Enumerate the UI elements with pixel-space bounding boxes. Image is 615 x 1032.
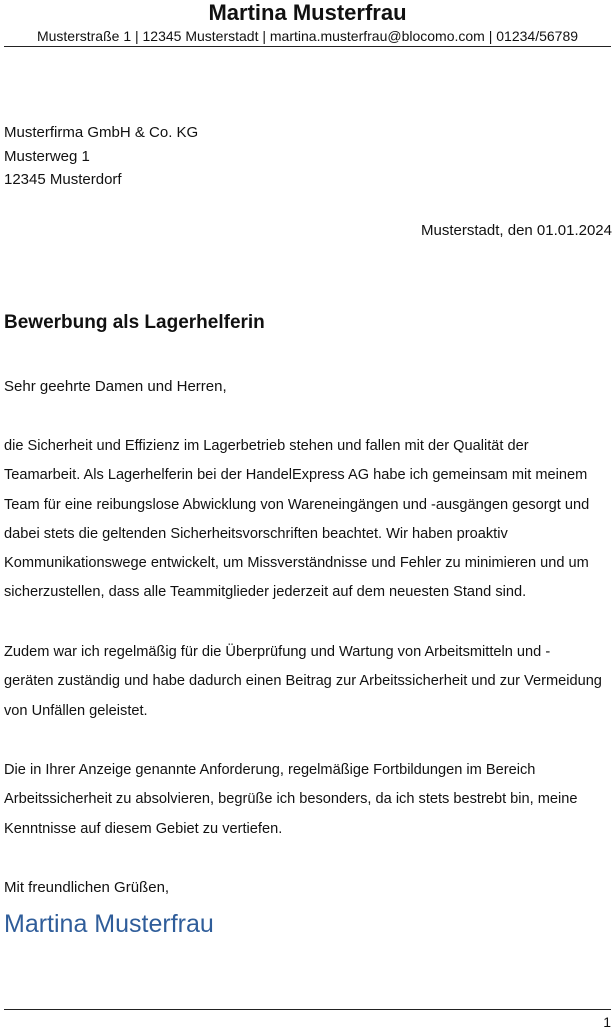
letter-subject: Bewerbung als Lagerhelferin [4,312,265,333]
letterhead [0,0,615,46]
paragraph-line: Die in Ihrer Anzeige genannte Anforderung, regelmäßige Fortbildungen im Bereich [4,762,536,778]
paragraph-line: von Unfällen geleistet. [4,702,148,719]
salutation: Sehr geehrte Damen und Herren, [4,378,227,395]
paragraph-line: sicherzustellen, dass alle Teammitglieder jederzeit auf dem neuesten Stand sind. [4,584,527,601]
paragraph-line: Arbeitssicherheit zu absolvieren, begrüße ich besonders, da ich stets bestrebt bin, meine [4,791,578,808]
header-divider [4,46,611,47]
body-paragraph-1 [4,432,615,608]
place-and-date: Musterstadt, den 01.01.2024 [421,222,612,239]
recipient-street: Musterweg 1 [4,147,90,165]
signature: Martina Musterfrau [4,910,214,938]
footer-divider [4,1009,611,1010]
paragraph-line: dabei stets die geltenden Sicherheitsvorschriften beachtet. Wir haben proaktiv [4,525,508,542]
recipient-address [4,121,198,192]
paragraph-line: Zudem war ich regelmäßig für die Überprüfung und Wartung von Arbeitsmitteln und - [4,644,551,660]
closing-phrase: Mit freundlichen Grüßen, [4,879,170,896]
sender-contact-line: Musterstraße 1 | 12345 Musterstadt | martina.musterfrau@blocomo.com | 01234/56789 [36,28,579,44]
sender-name: Martina Musterfrau [208,0,407,25]
recipient-company: Musterfirma GmbH & Co. KG [4,124,199,141]
paragraph-line: Kenntnisse auf diesem Gebiet zu vertiefen. [4,820,283,837]
paragraph-line: Teamarbeit. Als Lagerhelferin bei der HandelExpress AG habe ich gemeinsam mit meinem [4,467,588,484]
body-paragraph-3 [4,756,615,844]
paragraph-line: geräten zuständig und habe dadurch einen Beitrag zur Arbeitssicherheit und zur Vermeidung [4,673,602,690]
paragraph-line: Team für eine reibungslose Abwicklung von Wareneingängen und -ausgängen gesorgt und [4,496,590,513]
page-number: 1 [603,1014,611,1030]
body-paragraph-2 [4,638,615,726]
paragraph-line: Kommunikationswege entwickelt, um Missverständnisse und Fehler zu minimieren und um [4,555,589,572]
paragraph-line: die Sicherheit und Effizienz im Lagerbetrieb stehen und fallen mit der Qualität der [4,438,529,454]
recipient-city: 12345 Musterdorf [4,171,122,188]
